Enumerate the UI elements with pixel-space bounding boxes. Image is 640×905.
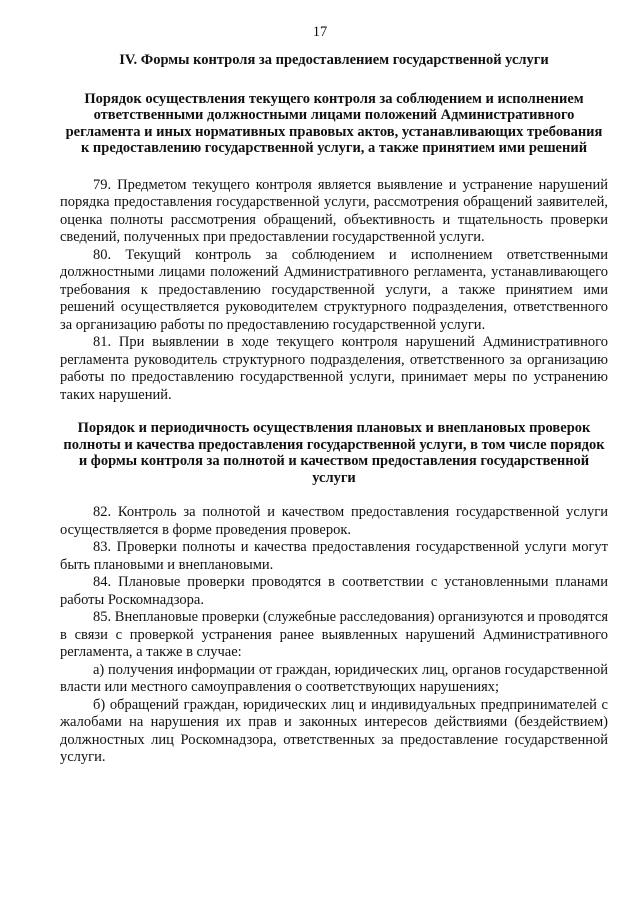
list-item-b: б) обращений граждан, юридических лиц и индивидуальных предпринимателей с жалобами на нарушения их прав и законных интересов действиями (бездействием) должностных лиц Роскомнадзора, ответственных за предоставление государственной услуги. xyxy=(60,696,608,765)
subsection-title-current-control: Порядок осуществления текущего контроля за соблюдением и исполнением ответственными должностными лицами положений Административного регламента и иных нормативных правовых актов, устанавливающих требования к предоставлению государственной услуги, а также принятием ими решений xyxy=(65,90,603,156)
paragraph-84: 84. Плановые проверки проводятся в соответствии с установленными планами работы Роскомнадзора. xyxy=(60,574,608,608)
page-content xyxy=(60,52,608,767)
paragraph-81: 81. При выявлении в ходе текущего контроля нарушений Административного регламента руководитель структурного подразделения, ответственного за организацию работы по предоставлению государственной услуги, принимает меры по устранению таких нарушений. xyxy=(60,334,608,403)
paragraph-83: 83. Проверки полноты и качества предоставления государственной услуги могут быть плановыми и внеплановыми. xyxy=(60,539,608,573)
page-number: 17 xyxy=(312,24,328,40)
subsection-title-inspections: Порядок и периодичность осуществления плановых и внеплановых проверок полноты и качества предоставления государственной услуги, в том числе порядок и формы контроля за полнотой и качеством предоставления государственной услуги xyxy=(63,420,605,486)
paragraph-80: 80. Текущий контроль за соблюдением и исполнением ответственными должностными лицами положений Административного регламента, устанавливающего требования к предоставлению государственной услуги, а также принятием ими решений осуществляется руководителем структурного подразделения, ответственного за организацию работы по предоставлению государственной услуги. xyxy=(60,246,608,333)
paragraph-82: 82. Контроль за полнотой и качеством предоставления государственной услуги осуществляется в форме проведения проверок. xyxy=(60,504,608,538)
paragraph-79: 79. Предметом текущего контроля является выявление и устранение нарушений порядка предоставления государственной услуги, рассмотрения обращений заявителей, оценка полноты рассмотрения обращений, объективность и тщательность проверки сведений, полученных при предоставлении государственной услуги. xyxy=(60,176,608,245)
paragraph-85: 85. Внеплановые проверки (служебные расследования) организуются и проводятся в связи с проверкой устранения ранее выявленных нарушений Административного регламента, а также в случае: xyxy=(60,609,608,660)
section-title: IV. Формы контроля за предоставлением государственной услуги xyxy=(119,52,549,68)
list-item-a: а) получения информации от граждан, юридических лиц, органов государственной власти или местного самоуправления о соответствующих нарушениях; xyxy=(60,661,608,695)
